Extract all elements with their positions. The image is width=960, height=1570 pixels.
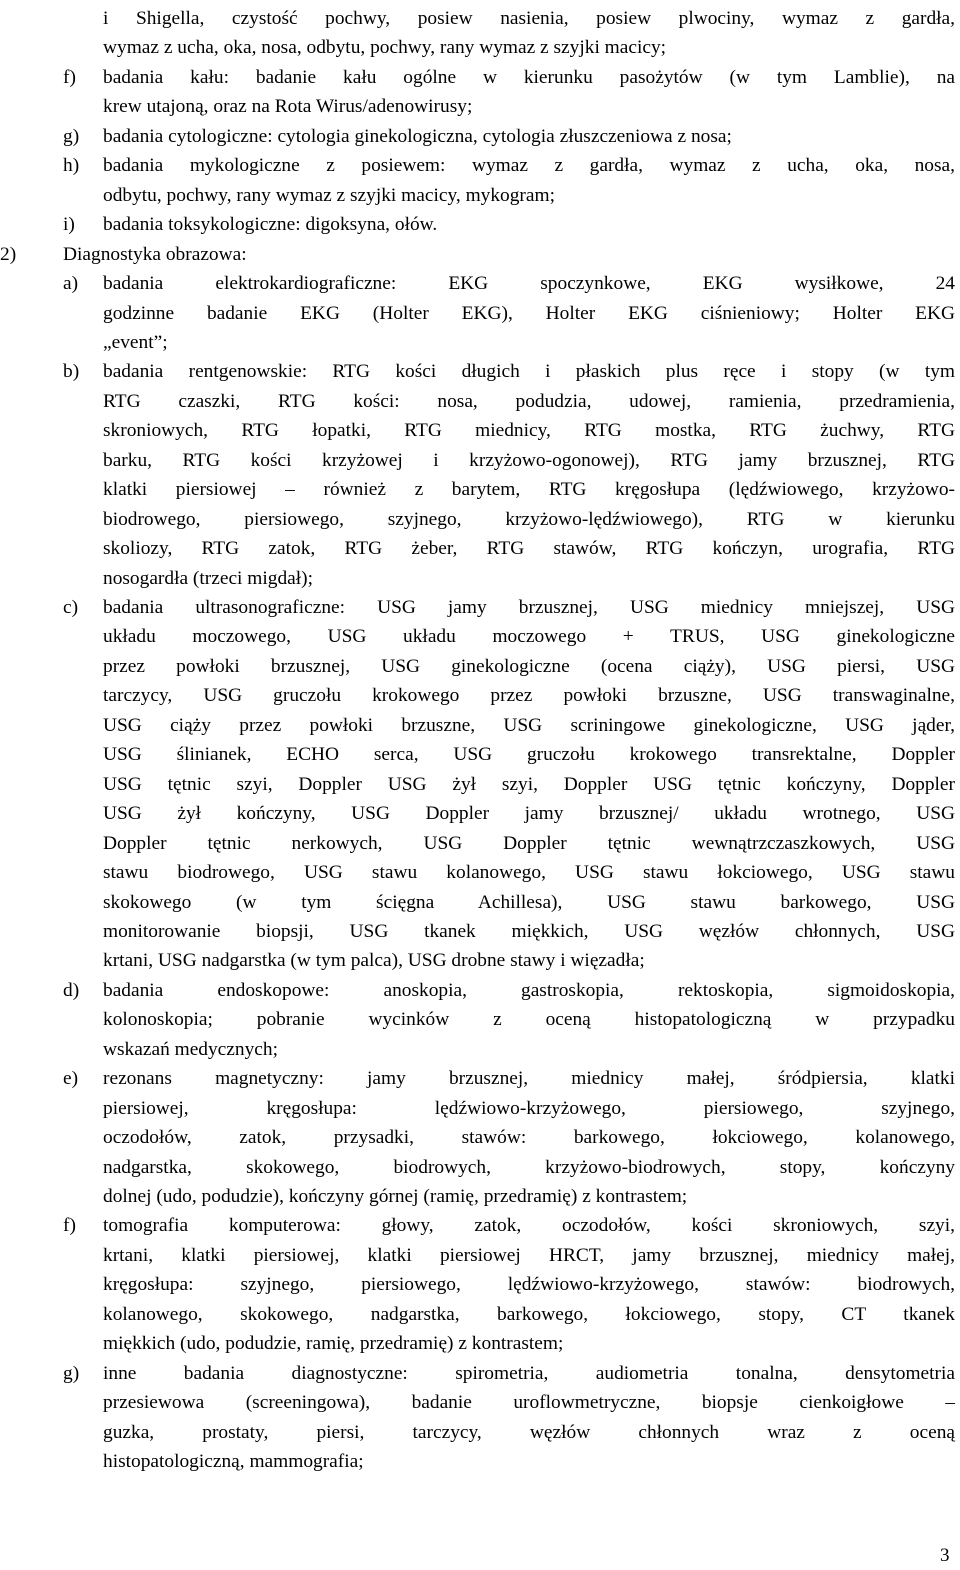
text-line: badania endoskopowe: anoskopia, gastroskopia, rektoskopia, sigmoidoskopia, — [103, 979, 955, 1001]
list-item — [63, 1211, 955, 1358]
text-line: histopatologiczną, mammografia; — [103, 1451, 364, 1473]
item-marker: i) — [63, 214, 75, 236]
item-marker: c) — [63, 597, 79, 618]
text-line: wskazań medycznych; — [103, 1038, 278, 1060]
text-line: badania elektrokardiograficzne: EKG spoczynkowe, EKG wysiłkowe, 24 — [103, 273, 955, 295]
text-line: tomografia komputerowa: głowy, zatok, oczodołów, kości skroniowych, szyi, — [103, 1215, 955, 1237]
item-marker: g) — [63, 125, 80, 147]
text-line: kolanowego, skokowego, nadgarstka, barkowego, łokciowego, stopy, CT tkanek — [103, 1303, 955, 1325]
text-line: badania mykologiczne z posiewem: wymaz z gardła, wymaz z ucha, oka, nosa, — [103, 155, 955, 177]
item-marker: g) — [63, 1362, 80, 1384]
text-line: badania toksykologiczne: digoksyna, ołów. — [103, 214, 438, 236]
text-line: USG ciąży przez powłoki brzuszne, USG scriningowe ginekologiczne, USG jąder, — [103, 714, 955, 736]
list-item — [63, 1359, 955, 1477]
item-marker: f) — [63, 66, 76, 88]
text-line: miękkich (udo, podudzie, ramię, przedramię) z kontrastem; — [103, 1333, 564, 1355]
list-item — [63, 63, 955, 122]
item-body — [103, 269, 955, 357]
text-line: rezonans magnetyczny: jamy brzusznej, miednicy małej, śródpiersia, klatki — [103, 1068, 955, 1090]
text-line: i Shigella, czystość pochwy, posiew nasienia, posiew plwociny, wymaz z gardła, — [103, 8, 955, 29]
list-item — [63, 976, 955, 1064]
text-line: krtani, USG nadgarstka (w tym palca), USG drobne stawy i więzadła; — [103, 950, 645, 972]
text-line: stawu biodrowego, USG stawu kolanowego, USG stawu łokciowego, USG stawu — [103, 862, 955, 884]
text-line: inne badania diagnostyczne: spirometria, audiometria tonalna, densytometria — [103, 1362, 955, 1384]
list-item — [63, 357, 955, 593]
item-marker: a) — [63, 273, 79, 295]
section-marker: 2) — [0, 243, 17, 265]
item-body — [103, 593, 955, 976]
list-item — [63, 210, 955, 239]
text-line: klatki piersiowej – również z barytem, RTG kręgosłupa (lędźwiowego, krzyżowo- — [103, 479, 955, 501]
item-marker: b) — [63, 361, 80, 383]
text-line: USG żył kończyny, USG Doppler jamy brzusznej/ układu wrotnego, USG — [103, 803, 955, 825]
text-line: przesiewowa (screeningowa), badanie uroflowmetryczne, biopsje cienkoigłowe – — [103, 1392, 955, 1414]
text-line: dolnej (udo, podudzie), kończyny górnej (ramię, przedramię) z kontrastem; — [103, 1186, 688, 1207]
text-line: przez powłoki brzusznej, USG ginekologiczne (ocena ciąży), USG piersi, USG — [103, 655, 955, 677]
text-line: godzinne badanie EKG (Holter EKG), Holter EKG ciśnieniowy; Holter EKG — [103, 302, 955, 324]
text-line: skroniowych, RTG łopatki, RTG miednicy, RTG mostka, RTG żuchwy, RTG — [103, 420, 955, 442]
section-heading — [0, 240, 955, 269]
text-line: wymaz z ucha, oka, nosa, odbytu, pochwy, rany wymaz z szyjki macicy; — [103, 37, 667, 59]
text-line: „event”; — [103, 331, 168, 353]
item-body — [103, 1211, 955, 1358]
list-item — [63, 593, 955, 976]
text-line: krtani, klatki piersiowej, klatki piersiowej HRCT, jamy brzusznej, miednicy małej, — [103, 1244, 955, 1266]
item-marker: e) — [63, 1068, 79, 1090]
text-line: guzka, prostaty, piersi, tarczycy, węzłów chłonnych wraz z oceną — [103, 1421, 955, 1443]
item-body — [103, 210, 955, 239]
page-number: 3 — [940, 1545, 950, 1566]
list-item — [63, 151, 955, 210]
text-line: skoliozy, RTG zatok, RTG żeber, RTG stawów, RTG kończyn, urografia, RTG — [103, 538, 955, 560]
text-line: monitorowanie biopsji, USG tkanek miękkich, USG węzłów chłonnych, USG — [103, 920, 955, 942]
text-line: barku, RTG kości krzyżowej i krzyżowo-ogonowej), RTG jamy brzusznej, RTG — [103, 449, 955, 471]
item-body — [103, 357, 955, 593]
text-line: USG tętnic szyi, Doppler USG żył szyi, Doppler USG tętnic kończyny, Doppler — [103, 773, 955, 795]
item-body — [103, 1359, 955, 1477]
item-body — [103, 122, 955, 151]
item-marker: h) — [63, 155, 80, 177]
item-marker: f) — [63, 1215, 76, 1237]
text-line: badania kału: badanie kału ogólne w kierunku pasożytów (w tym Lamblie), na — [103, 66, 955, 88]
text-line: badania ultrasonograficzne: USG jamy brzusznej, USG miednicy mniejszej, USG — [103, 597, 955, 618]
intro-paragraph — [103, 4, 955, 63]
item-body — [103, 976, 955, 1064]
text-line: układu moczowego, USG układu moczowego + TRUS, USG ginekologiczne — [103, 626, 955, 648]
text-line: USG ślinianek, ECHO serca, USG gruczołu krokowego transrektalne, Doppler — [103, 744, 955, 766]
text-line: odbytu, pochwy, rany wymaz z szyjki macicy, mykogram; — [103, 184, 555, 206]
text-line: oczodołów, zatok, przysadki, stawów: barkowego, łokciowego, kolanowego, — [103, 1127, 955, 1149]
text-line: Doppler tętnic nerkowych, USG Doppler tętnic wewnątrzczaszkowych, USG — [103, 832, 955, 854]
section-title: Diagnostyka obrazowa: — [63, 243, 247, 265]
list-item — [63, 122, 955, 151]
text-line: biodrowego, piersiowego, szyjnego, krzyżowo-lędźwiowego), RTG w kierunku — [103, 508, 955, 530]
text-line: skokowego (w tym ścięgna Achillesa), USG stawu barkowego, USG — [103, 891, 955, 913]
text-line: piersiowej, kręgosłupa: lędźwiowo-krzyżowego, piersiowego, szyjnego, — [103, 1097, 955, 1119]
text-line: krew utajoną, oraz na Rota Wirus/adenowirusy; — [103, 96, 473, 118]
text-line: kręgosłupa: szyjnego, piersiowego, lędźwiowo-krzyżowego, stawów: biodrowych, — [103, 1274, 955, 1296]
item-marker: d) — [63, 979, 80, 1001]
item-body — [103, 151, 955, 210]
item-body — [103, 63, 955, 122]
text-line: nadgarstka, skokowego, biodrowych, krzyżowo-biodrowych, stopy, kończyny — [103, 1156, 955, 1178]
text-line: badania cytologiczne: cytologia ginekologiczna, cytologia złuszczeniowa z nosa; — [103, 125, 732, 147]
item-body — [103, 1064, 955, 1211]
text-line: nosogardła (trzeci migdał); — [103, 567, 313, 589]
text-line: tarczycy, USG gruczołu krokowego przez powłoki brzuszne, USG transwaginalne, — [103, 685, 955, 707]
list-item — [63, 269, 955, 357]
text-line: RTG czaszki, RTG kości: nosa, podudzia, udowej, ramienia, przedramienia, — [103, 390, 955, 412]
list-item — [63, 1064, 955, 1211]
text-line: badania rentgenowskie: RTG kości długich i płaskich plus ręce i stopy (w tym — [103, 361, 955, 383]
text-line: kolonoskopia; pobranie wycinków z oceną histopatologiczną w przypadku — [103, 1009, 955, 1031]
